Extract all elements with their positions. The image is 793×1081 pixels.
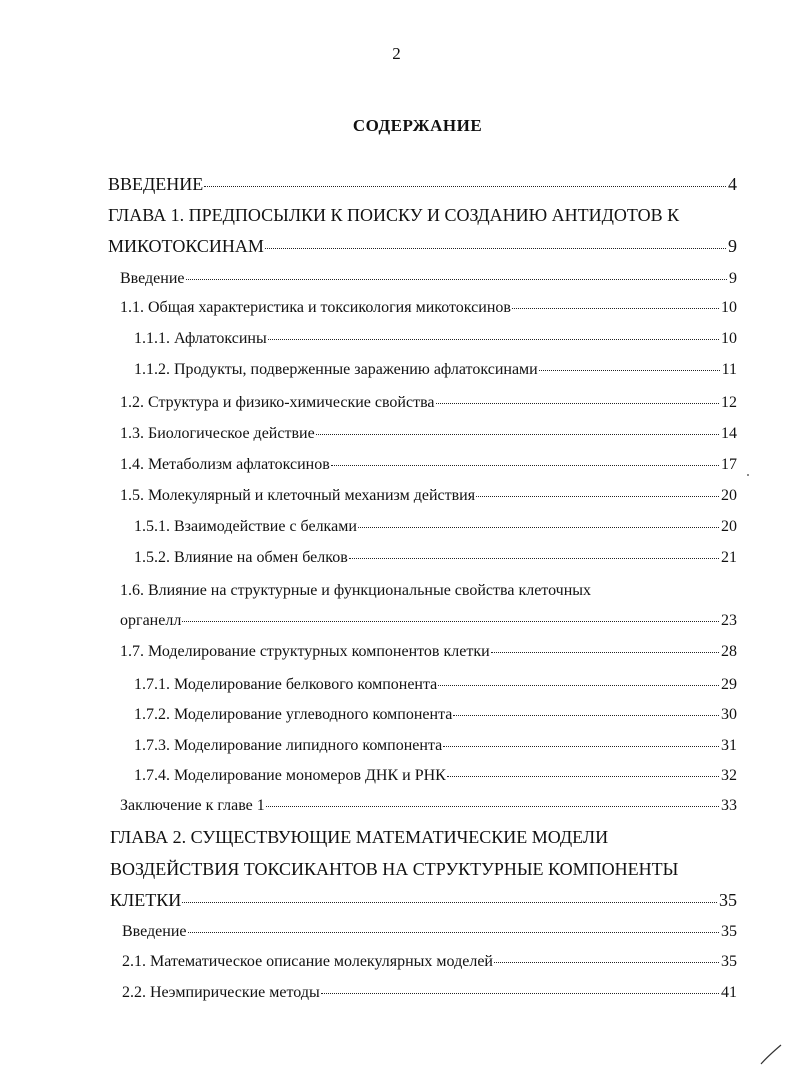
toc-entry-label: Введение [122, 923, 187, 940]
toc-entry [120, 643, 737, 661]
toc-entry [134, 361, 737, 379]
page-number: 2 [392, 44, 401, 63]
toc-entry [134, 330, 737, 348]
toc-entry-page: 10 [721, 299, 737, 316]
toc-entry-label: 1.7.4. Моделирование мономеров ДНК и РНК [134, 767, 446, 784]
toc-entry [120, 487, 737, 505]
toc-entry [122, 984, 737, 1002]
toc-entry [134, 706, 737, 724]
toc-entry-label: 1.4. Метаболизм афлатоксинов [120, 456, 330, 473]
toc-entry-label: ВВЕДЕНИЕ [108, 174, 204, 194]
toc-entry-page: 35 [719, 890, 737, 910]
toc-entry-page: 31 [721, 737, 737, 754]
toc-entry-label: 1.1. Общая характеристика и токсикология микотоксинов [120, 299, 511, 316]
toc-entry [108, 236, 737, 257]
dot-leader [438, 685, 719, 686]
dot-leader [436, 403, 719, 404]
toc-entry-page: 9 [728, 236, 737, 256]
dot-leader [331, 465, 719, 466]
toc-entry-page: 28 [721, 643, 737, 660]
toc-entry [120, 797, 737, 815]
toc-entry-page: 23 [721, 612, 737, 629]
toc-entry-page: 33 [721, 797, 737, 814]
toc-entry-page: 30 [721, 706, 737, 723]
toc-entry-label: 1.7.3. Моделирование липидного компонента [134, 737, 443, 754]
toc-entry-page: 4 [728, 174, 737, 194]
dot-leader [494, 962, 719, 963]
scan-speck [747, 474, 749, 476]
toc-entry-page: 20 [721, 518, 737, 535]
dot-leader [512, 308, 719, 309]
toc-entry [120, 425, 737, 443]
dot-leader [204, 186, 726, 187]
dot-leader [266, 806, 719, 807]
toc-entry-label: 1.3. Биологическое действие [120, 425, 315, 442]
toc-entry-label: 2.2. Неэмпирические методы [122, 984, 320, 1001]
dot-leader [316, 434, 719, 435]
toc-entry-line: 1.6. Влияние на структурные и функциональные свойства клеточных [120, 582, 592, 599]
toc-entry-label: 1.5.2. Влияние на обмен белков [134, 549, 348, 566]
dot-leader [349, 558, 719, 559]
toc-entry-page: 10 [721, 330, 737, 347]
toc-title: СОДЕРЖАНИЕ [352, 116, 483, 135]
toc-entry-page: 12 [721, 394, 737, 411]
dot-leader [186, 279, 728, 280]
toc-entry-label: 2.1. Математическое описание молекулярных моделей [122, 953, 493, 970]
toc-entry-page: 29 [721, 676, 737, 693]
toc-entry [134, 737, 737, 755]
toc-entry-label: МИКОТОКСИНАМ [108, 236, 264, 256]
dot-leader [321, 993, 719, 994]
toc-entry [108, 174, 737, 195]
toc-entry-page: 20 [721, 487, 737, 504]
dot-leader [182, 902, 717, 903]
dot-leader [188, 932, 720, 933]
toc-entry [134, 518, 737, 536]
toc-entry-page: 14 [721, 425, 737, 442]
dot-leader [268, 339, 719, 340]
toc-entry-label: 1.1.2. Продукты, подверженные заражению афлатоксинами [134, 361, 538, 378]
toc-entry [122, 923, 737, 941]
toc-entry [110, 890, 737, 911]
toc-entry-page: 11 [721, 361, 737, 378]
dot-leader [265, 248, 726, 249]
toc-entry-label: 1.7.2. Моделирование углеводного компонента [134, 706, 453, 723]
toc-entry-label: Введение [120, 270, 185, 287]
toc-entry-label: Заключение к главе 1 [120, 797, 265, 814]
dot-leader [539, 370, 720, 371]
toc-entry [120, 456, 737, 474]
toc-entry [134, 549, 737, 567]
toc-entry-label: КЛЕТКИ [110, 890, 182, 910]
toc-entry-page: 35 [721, 953, 737, 970]
dot-leader [182, 621, 719, 622]
toc-entry-label: 1.1.1. Афлатоксины [134, 330, 267, 347]
dot-leader [443, 746, 719, 747]
dot-leader [476, 496, 719, 497]
toc-entry-page: 21 [721, 549, 737, 566]
toc-chapter-line: ГЛАВА 1. ПРЕДПОСЫЛКИ К ПОИСКУ И СОЗДАНИЮ АНТИДОТОВ К [108, 205, 680, 225]
toc-entry-label: органелл [120, 612, 182, 629]
toc-entry-page: 32 [721, 767, 737, 784]
dot-leader [453, 715, 719, 716]
toc-entry-page: 9 [729, 270, 737, 287]
toc-entry [120, 299, 737, 317]
toc-entry [120, 270, 737, 288]
dot-leader [491, 652, 719, 653]
toc-chapter-line: ВОЗДЕЙСТВИЯ ТОКСИКАНТОВ НА СТРУКТУРНЫЕ КОМПОНЕНТЫ [110, 859, 679, 879]
toc-chapter-line: ГЛАВА 2. СУЩЕСТВУЮЩИЕ МАТЕМАТИЧЕСКИЕ МОДЕЛИ [110, 827, 609, 847]
toc-entry [120, 612, 737, 630]
toc-entry-label: 1.2. Структура и физико-химические свойства [120, 394, 435, 411]
toc-entry-page: 41 [721, 984, 737, 1001]
toc-entry [134, 767, 737, 785]
toc-entry-label: 1.5. Молекулярный и клеточный механизм действия [120, 487, 476, 504]
toc-entry-label: 1.7. Моделирование структурных компонентов клетки [120, 643, 490, 660]
toc-entry-label: 1.5.1. Взаимодействие с белками [134, 518, 357, 535]
toc-entry [122, 953, 737, 971]
toc-entry [134, 676, 737, 694]
toc-entry [120, 394, 737, 412]
toc-entry-label: 1.7.1. Моделирование белкового компонента [134, 676, 438, 693]
toc-entry-page: 35 [721, 923, 737, 940]
toc-entry-page: 17 [721, 456, 737, 473]
dot-leader [358, 527, 719, 528]
pen-stroke-mark [759, 1043, 783, 1065]
dot-leader [447, 776, 719, 777]
